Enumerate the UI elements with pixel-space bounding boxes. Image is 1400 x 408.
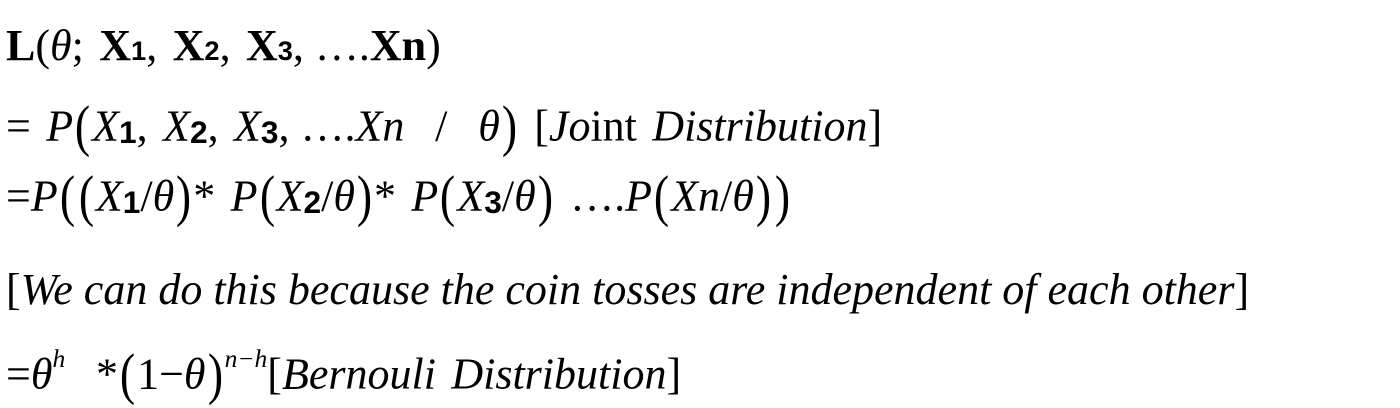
theta-symbol: θ (30, 349, 53, 399)
close-paren: ) (774, 165, 791, 228)
x3-variable: X (245, 21, 278, 70)
theta-symbol: θ (732, 171, 754, 221)
comma: , (146, 21, 158, 70)
given-slash: / (435, 101, 448, 151)
close-bracket: ] (1234, 265, 1250, 314)
comma: , (207, 101, 219, 151)
x1-subscript: 1 (119, 113, 137, 150)
probability-symbol: P (30, 171, 58, 221)
close-paren: ) (755, 165, 771, 228)
independence-note-text: We can do this because the coin tosses are independent of each other (20, 265, 1235, 314)
x3-variable: X (457, 171, 485, 221)
open-paren: ( (75, 95, 91, 158)
x3-variable: X (233, 101, 261, 151)
close-paren: ) (176, 165, 192, 228)
product-expansion-line (6, 165, 792, 228)
open-paren: ( (59, 165, 75, 228)
theta-symbol: θ (333, 171, 355, 221)
xn-variable: Xn (369, 21, 427, 70)
theta-symbol: θ (514, 171, 536, 221)
joint-label-int: int (590, 101, 637, 151)
open-paren: ( (78, 165, 94, 228)
given-slash: / (501, 171, 515, 221)
open-paren: ( (119, 343, 136, 406)
theta-symbol: θ (50, 21, 72, 70)
bernouli-label: Bernouli (281, 349, 436, 399)
multiply-star: * (96, 349, 119, 399)
probability-symbol: P (625, 171, 653, 221)
x2-subscript: 2 (303, 183, 322, 220)
joint-label-part: Jo (548, 101, 591, 151)
x3-subscript: 3 (260, 113, 279, 150)
n-minus-h-exponent: n−h (224, 343, 268, 373)
likelihood-symbol: L (6, 21, 36, 70)
x1-variable: X (95, 171, 123, 221)
comma: , (136, 101, 148, 151)
open-bracket: [ (534, 101, 549, 151)
open-paren: ( (653, 165, 670, 228)
theta-symbol: θ (152, 171, 175, 221)
close-paren: ) (501, 95, 517, 158)
given-slash: / (719, 171, 733, 221)
close-bracket: ] (867, 101, 883, 151)
open-bracket: [ (6, 265, 21, 314)
x1-subscript: 1 (122, 183, 141, 220)
ellipsis: …. (570, 171, 626, 221)
open-bracket: [ (267, 349, 282, 399)
x1-variable: X (99, 21, 132, 70)
bernoulli-result-line (6, 343, 682, 406)
theta-symbol: θ (478, 101, 500, 151)
x3-subscript: 3 (484, 183, 502, 220)
close-paren: ) (537, 165, 553, 228)
ellipsis: , …. (278, 101, 356, 151)
xn-variable: Xn (355, 101, 405, 151)
theta-symbol: θ (183, 349, 206, 399)
close-paren: ) (426, 21, 441, 70)
given-slash: / (140, 171, 153, 221)
probability-symbol: P (411, 171, 439, 221)
probability-symbol: P (230, 171, 258, 221)
x2-subscript: 2 (204, 35, 220, 66)
close-paren: ) (356, 165, 373, 228)
one-digit: 1 (137, 349, 160, 399)
distribution-label: Distribution (451, 349, 667, 399)
equals-sign: = (6, 101, 31, 151)
multiply-star: * (193, 171, 216, 221)
x1-variable: X (92, 101, 120, 151)
close-paren: ) (207, 343, 223, 406)
close-bracket: ] (666, 349, 682, 399)
x2-variable: X (276, 171, 304, 221)
open-paren: ( (35, 21, 51, 70)
xn-variable: Xn (671, 171, 720, 221)
open-paren: ( (259, 165, 275, 228)
given-slash: / (321, 171, 334, 221)
joint-distribution-line (6, 95, 883, 158)
equals-sign: = (6, 171, 31, 221)
x3-subscript: 3 (277, 35, 293, 66)
probability-symbol: P (46, 101, 74, 151)
ellipsis: , …. (292, 21, 370, 70)
x2-variable: X (163, 101, 190, 151)
open-paren: ( (440, 165, 456, 228)
x2-subscript: 2 (189, 113, 208, 150)
minus-sign: − (159, 349, 184, 399)
x1-subscript: 1 (131, 35, 147, 66)
independence-note-line (6, 265, 1250, 314)
comma: , (219, 21, 231, 70)
distribution-label: Distribution (652, 101, 868, 151)
multiply-star: * (373, 171, 396, 221)
equals-sign: = (6, 349, 31, 399)
x2-variable: X (172, 21, 205, 70)
likelihood-definition-line (6, 21, 441, 70)
h-exponent: h (52, 343, 66, 373)
semicolon: ; (71, 21, 84, 70)
